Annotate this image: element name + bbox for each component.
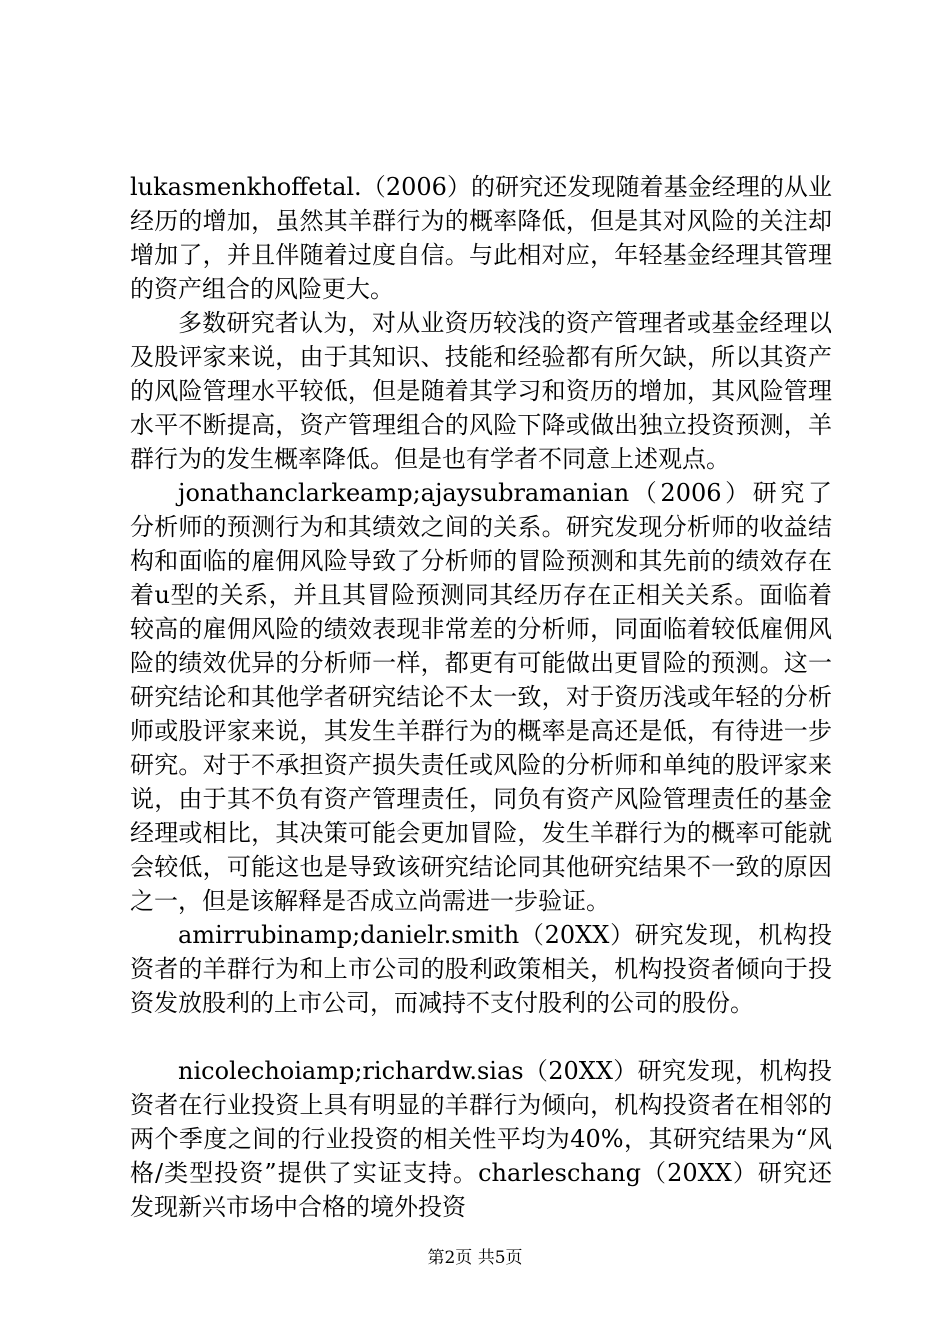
- paragraph-lukasmenkhoff: lukasmenkhoffetal.（2006）的研究还发现随着基金经理的从业经历的增加，虽然其羊群行为的概率降低，但是其对风险的关注却增加了，并且伴随着过度自信。与此相对应，年轻基金经理其管理的资产组合的风险更大。: [130, 173, 832, 303]
- paragraph-researchers-view: 多数研究者认为，对从业资历较浅的资产管理者或基金经理以及股评家来说，由于其知识、技能和经验都有所欠缺，所以其资产的风险管理水平较低，但是随着其学习和资历的增加，其风险管理水平不断提高，资产管理组合的风险下降或做出独立投资预测，羊群行为的发生概率降低。但是也有学者不同意上述观点。: [130, 309, 832, 473]
- body-text: [130, 170, 832, 1224]
- paragraph-gap: [130, 1020, 832, 1054]
- paragraph-nicolechoi: nicolechoiamp;richardw.sias（20XX）研究发现，机构投资者在行业投资上具有明显的羊群行为倾向，机构投资者在相邻的两个季度之间的行业投资的相关性平均为40%，其研究结果为“风格/类型投资”提供了实证支持。charleschang（20XX）研究还发现新兴市场中合格的境外投资: [130, 1057, 832, 1221]
- paragraph-amirrubin: amirrubinamp;danielr.smith（20XX）研究发现，机构投资者的羊群行为和上市公司的股利政策相关，机构投资者倾向于投资发放股利的上市公司，而减持不支付股利的公司的股份。: [130, 921, 832, 1017]
- page-number-footer: 第2页 共5页: [427, 1248, 523, 1268]
- paragraph-jonathanclarke: jonathanclarkeamp;ajaysubramanian（2006）研究了分析师的预测行为和其绩效之间的关系。研究发现分析师的收益结构和面临的雇佣风险导致了分析师的冒险预测和其先前的绩效存在着u型的关系，并且其冒险预测同其经历存在正相关关系。面临着较高的雇佣风险的绩效表现非常差的分析师，同面临着较低雇佣风险的绩效优异的分析师一样，都更有可能做出更冒险的预测。这一研究结论和其他学者研究结论不太一致，对于资历浅或年轻的分析师或股评家来说，其发生羊群行为的概率是高还是低，有待进一步研究。对于不承担资产损失责任或风险的分析师和单纯的股评家来说，由于其不负有资产管理责任，同负有资产风险管理责任的基金经理或相比，其决策可能会更加冒险，发生羊群行为的概率可能就会较低，可能这也是导致该研究结论同其他研究结果不一致的原因之一，但是该解释是否成立尚需进一步验证。: [130, 479, 832, 915]
